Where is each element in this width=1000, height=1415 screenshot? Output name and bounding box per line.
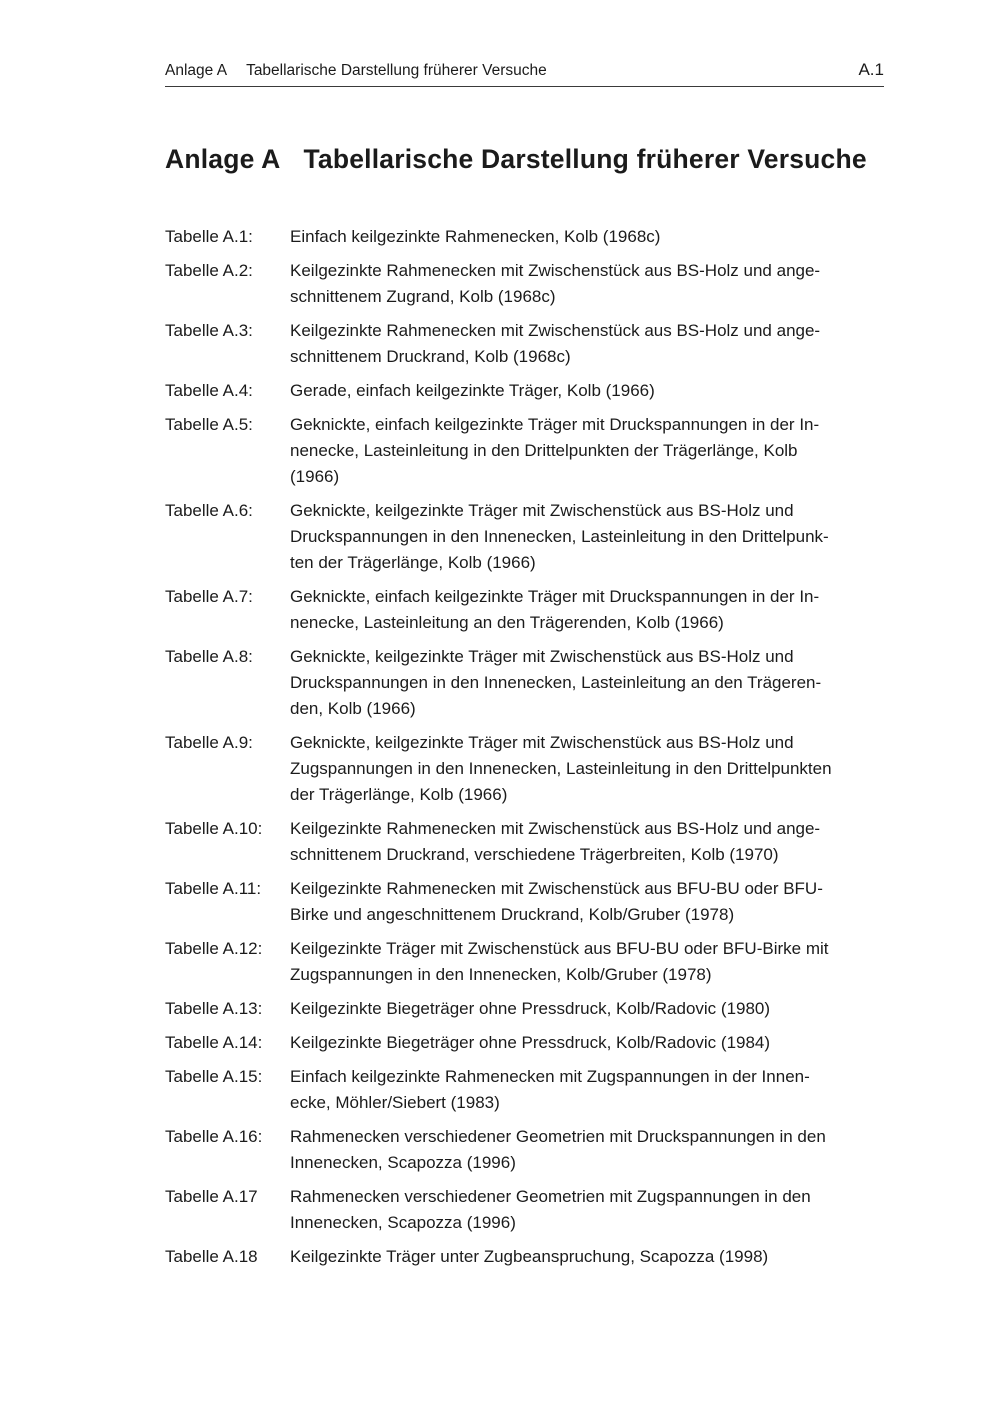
entry-description: Keilgezinkte Rahmenecken mit Zwischenstück aus BS-Holz und ange- schnittenem Druckrand, Kolb (1968c): [290, 321, 821, 366]
table-entry: [165, 258, 884, 310]
entry-description: Geknickte, keilgezinkte Träger mit Zwischenstück aus BS-Holz und Druckspannungen in den Innenecken, Lasteinleitung an den Trägeren- den, Kolb (1966): [290, 647, 822, 718]
table-entry: [165, 1124, 884, 1176]
table-entry: [165, 498, 884, 576]
table-entry: [165, 1244, 884, 1270]
table-entry: [165, 644, 884, 722]
table-entry: [165, 996, 884, 1022]
table-entry: [165, 378, 884, 404]
running-header-title: Tabellarische Darstellung früherer Versuche: [246, 62, 547, 79]
chapter-heading-text: Tabellarische Darstellung früherer Versuche: [303, 144, 867, 174]
entry-description: Einfach keilgezinkte Rahmenecken, Kolb (1968c): [290, 227, 661, 246]
entry-label: Tabelle A.4:: [165, 381, 253, 400]
entry-label: Tabelle A.13:: [165, 999, 263, 1018]
table-entry: [165, 1064, 884, 1116]
entry-label: Tabelle A.15:: [165, 1067, 263, 1086]
table-entry: [165, 876, 884, 928]
table-entry: [165, 730, 884, 808]
table-entry: [165, 1184, 884, 1236]
entry-label: Tabelle A.6:: [165, 501, 253, 520]
running-header-left: [165, 62, 547, 79]
entry-description: Keilgezinkte Biegeträger ohne Pressdruck, Kolb/Radovic (1980): [290, 999, 771, 1018]
entry-description: Geknickte, einfach keilgezinkte Träger mit Druckspannungen in der In- nenecke, Lasteinleitung an den Trägerenden, Kolb (1966): [290, 587, 820, 632]
entry-label: Tabelle A.17: [165, 1187, 258, 1206]
table-entry: [165, 318, 884, 370]
table-entry: [165, 584, 884, 636]
table-entry: [165, 1030, 884, 1056]
running-header-section: Anlage A: [165, 62, 228, 79]
entry-label: Tabelle A.3:: [165, 321, 253, 340]
entry-description: Keilgezinkte Rahmenecken mit Zwischenstück aus BFU-BU oder BFU- Birke und angeschnittenem Druckrand, Kolb/Gruber (1978): [290, 879, 823, 924]
entry-description: Einfach keilgezinkte Rahmenecken mit Zugspannungen in der Innen- ecke, Möhler/Siebert (1983): [290, 1067, 810, 1112]
entry-description: Rahmenecken verschiedener Geometrien mit Zugspannungen in den Innenecken, Scapozza (1996): [290, 1187, 811, 1232]
entry-description: Keilgezinkte Träger mit Zwischenstück aus BFU-BU oder BFU-Birke mit Zugspannungen in den Innenecken, Kolb/Gruber (1978): [290, 939, 829, 984]
entry-description: Rahmenecken verschiedener Geometrien mit Druckspannungen in den Innenecken, Scapozza (1996): [290, 1127, 826, 1172]
document-page: [165, 0, 884, 1278]
entry-description: Keilgezinkte Rahmenecken mit Zwischenstück aus BS-Holz und ange- schnittenem Zugrand, Kolb (1968c): [290, 261, 821, 306]
entry-description: Gerade, einfach keilgezinkte Träger, Kolb (1966): [290, 381, 655, 400]
entry-label: Tabelle A.18: [165, 1247, 258, 1266]
entry-description: Geknickte, keilgezinkte Träger mit Zwischenstück aus BS-Holz und Druckspannungen in den Innenecken, Lasteinleitung in den Drittelpunk- ten der Trägerlänge, Kolb (1966): [290, 501, 829, 572]
entry-label: Tabelle A.8:: [165, 647, 253, 666]
table-entry: [165, 936, 884, 988]
table-entry: [165, 816, 884, 868]
entry-label: Tabelle A.12:: [165, 939, 263, 958]
entry-label: Tabelle A.9:: [165, 733, 253, 752]
entry-label: Tabelle A.5:: [165, 415, 253, 434]
table-entry: [165, 412, 884, 490]
entry-label: Tabelle A.1:: [165, 227, 253, 246]
chapter-heading-number: Anlage A: [165, 144, 281, 174]
entry-description: Keilgezinkte Träger unter Zugbeanspruchung, Scapozza (1998): [290, 1247, 769, 1266]
table-entries: [165, 224, 884, 1270]
entry-label: Tabelle A.11:: [165, 879, 262, 898]
entry-label: Tabelle A.7:: [165, 587, 253, 606]
entry-label: Tabelle A.10:: [165, 819, 263, 838]
entry-description: Geknickte, keilgezinkte Träger mit Zwischenstück aus BS-Holz und Zugspannungen in den Innenecken, Lasteinleitung in den Drittelpunkten der Trägerlänge, Kolb (1966): [290, 733, 832, 804]
entry-label: Tabelle A.14:: [165, 1033, 263, 1052]
table-entry: [165, 224, 884, 250]
running-header: [165, 0, 884, 87]
entry-description: Geknickte, einfach keilgezinkte Träger mit Druckspannungen in der In- nenecke, Lasteinleitung in den Drittelpunkten der Trägerlänge, Kolb (1966): [290, 415, 820, 486]
entry-label: Tabelle A.16:: [165, 1127, 263, 1146]
entry-description: Keilgezinkte Rahmenecken mit Zwischenstück aus BS-Holz und ange- schnittenem Druckrand, verschiedene Trägerbreiten, Kolb (1970): [290, 819, 821, 864]
chapter-heading: [165, 144, 884, 175]
page-number: A.1: [858, 60, 884, 79]
entry-label: Tabelle A.2:: [165, 261, 253, 280]
entry-description: Keilgezinkte Biegeträger ohne Pressdruck, Kolb/Radovic (1984): [290, 1033, 771, 1052]
